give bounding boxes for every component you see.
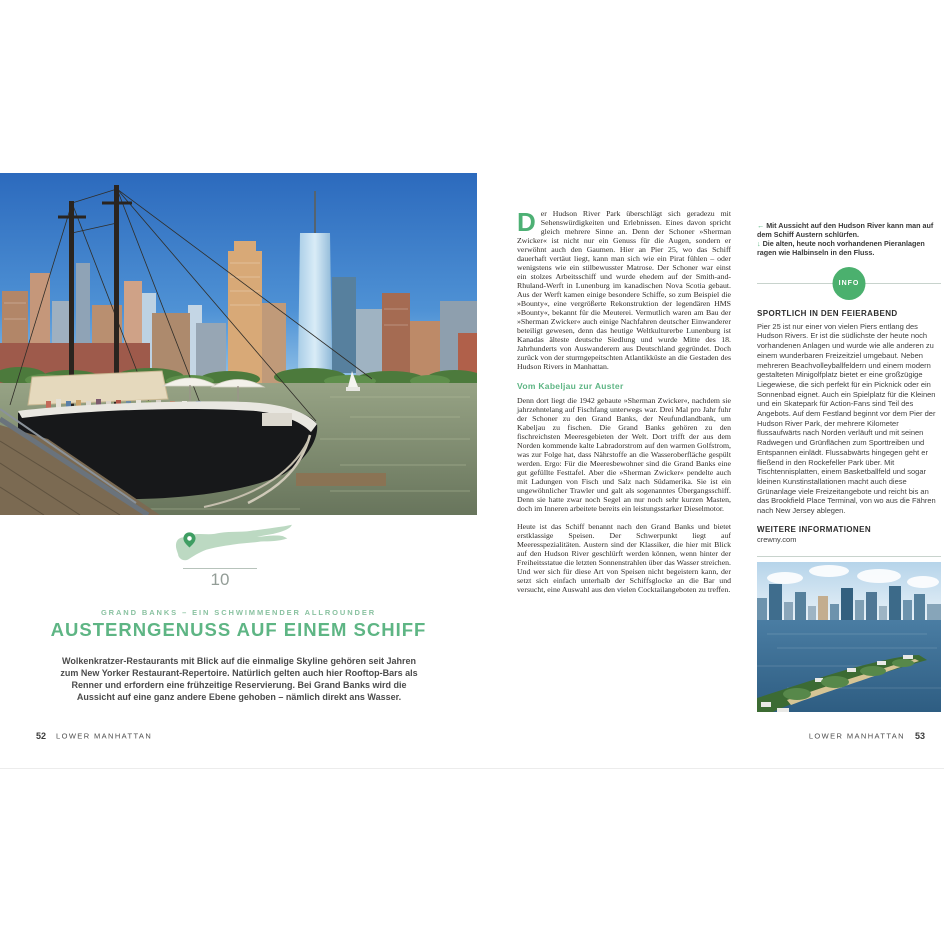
section-label-right: LOWER MANHATTAN — [808, 731, 905, 741]
pier-photo-illustration — [757, 562, 941, 712]
article-subheading: Vom Kabeljau zur Auster — [517, 381, 624, 391]
long-island-map-illustration — [150, 524, 320, 568]
sidebar-rule — [757, 556, 941, 557]
pier-photo — [757, 562, 941, 712]
more-info-url: crewny.com — [757, 535, 797, 545]
footer-right — [809, 731, 925, 741]
page-number-right: 53 — [914, 731, 925, 742]
photo-caption-ship: ← Mit Aussicht auf den Hudson River kann man auf dem Schiff Austern schlürfen. — [757, 221, 934, 239]
article-intro: Wolkenkratzer-Restaurants mit Blick auf die einmalige Skyline gehören seit Jahren zum New Yorker Restaurant-Repertoire. Natürlich gelten auch hier Rooftop-Bars als Renner und erfordern eine frühzeitige Reservierung. Bei Grand Banks wird die Aussicht auf eine ganz andere Ebene gehoben – nämlich direkt ans Wasser. — [60, 656, 418, 702]
ship-skyline-illustration — [0, 173, 477, 515]
info-badge: INFO — [833, 267, 866, 300]
arrow-left-icon: ← — [757, 221, 765, 230]
article-paragraph-1: Der Hudson River Park überschlägt sich geradezu mit Sehenswürdigkeiten und Erlebnissen. Eines davon spricht gleich mehrere Sinne an. Denn der Schoner »Sherman Zwicker« ist nicht nur ein Genuss für die Augen, sondern er verwöhnt auch den Gaumen. Hier an Pier 25, wo das Schiff dauerhaft vertäut liegt, kann man sich wie ein Pirat fühlen – oder wenigstens wie ein stilbewusster Matrose. Der Schoner war einst ein stolzes Arbeitsschiff und wurde ehedem auf der Smith-and-Rhuland-Werft in Lunenburg im kanadischen Nova Scotia gebaut. Aus der Werft kamen einige besondere Schiffe, so zum Beispiel die »Bounty«, eine vergrößerte Rekonstruktion der legendären HMS »Bounty«, bekannt für die Meuterei. Vermutlich waren am Bau der »Sherman Zwicker« auch einige Nachfahren deutscher Einwanderer beteiligt gewesen, denn das heutige Weltkulturerbe Lunenburg ist Kanadas älteste deutsche Siedlung und wurde Mitte des 18. Jahrhunderts von Auswanderern aus Deutschland gegründet. Doch zurück von der sturmgepeitschten Atlantikküste an die Gestaden des Hudson Rivers in Manhattan. — [517, 207, 731, 371]
drop-cap: D — [517, 207, 536, 237]
article-paragraph-3: Heute ist das Schiff benannt nach den Grand Banks und bietet erstklassige Speisen. Der Schwerpunkt liegt auf Meeresspezialitäten. Austern sind der Klassiker, die hier mit Blick auf den Hudson River geschlürft werden können, wenn hinter der Freiheitsstatue die letzten Sonnenstrahlen über das Wasser streichen. Und wer sich für diese Art von Speisen nicht begeistern kann, der setzt sich einfach unterhalb der Schiffsglocke an die Bar und versucht, eine Auswahl aus den vielen Cocktailangeboten zu treffen. — [517, 522, 732, 594]
info-divider — [757, 267, 941, 301]
page-bottom-edge — [0, 768, 944, 769]
photo-caption-pier: ↓ Die alten, heute noch vorhandenen Pieranlagen ragen wie Halbinseln in den Fluss. — [757, 239, 925, 257]
map-number-divider — [183, 568, 257, 569]
arrow-down-icon: ↓ — [757, 239, 761, 248]
footer-left — [36, 731, 152, 741]
ship-skyline-photo — [0, 173, 477, 515]
page-number-left: 52 — [36, 731, 47, 742]
article-body-column — [517, 209, 731, 603]
spot-number: 10 — [210, 570, 230, 589]
article-paragraph-2: Denn dort liegt die 1942 gebaute »Sherman Zwicker«, nachdem sie jahrzehntelang auf Fischfang unterwegs war. Drei Mal pro Jahr fuhr der Schoner zu den Grand Banks, der Neufundlandbank, um Kabeljau zu fischen. Die Grand Banks gehören zu den fischreichsten Meeresgebieten der Welt. Dort trifft der aus dem Norden kommende kalte Labradorstrom auf den warmen Golfstrom, was zur Folge hat, dass Nährstoffe an die Wasseroberfläche gespült werden. Ergo: Für die Meeresbewohner sind die Grand Banks eine gut gefüllte Festtafel. Aber die »Sherman Zwicker« pendelte auch mit Ladungen von Fisch und Salz nach Südamerika. Sie ist ein ungewöhnlicher Trawler und galt als sogenanntes Übergangsschiff. Denn sie hatte zwar noch Segel an nur noch sehr kurzen Masten, doch im Inneren arbeitete bereits ein leistungsstarker Dieselmotor. — [517, 396, 731, 513]
article-title: AUSTERNGENUSS AUF EINEM SCHIFF — [50, 619, 427, 640]
info-sidebar — [757, 221, 941, 557]
article-kicker: GRAND BANKS – EIN SCHWIMMENDER ALLROUNDER — [100, 608, 377, 617]
long-island-locator-map — [150, 524, 320, 568]
more-info-heading: WEITERE INFORMATIONEN — [757, 524, 872, 534]
sidebar-body: Pier 25 ist nur einer von vielen Piers entlang des Hudson Rivers. Er ist die südlichste der heute noch vorhandenen Anlagen und wurde wie alle anderen zu einem wunderbaren Freizeitziel umgebaut. Neben mehreren Beachvolleyballfeldern und einem modern gestalteten Minigolfplatz bietet er eine großzügige Liegewiese, die sich perfekt für ein Picknick oder ein Sonnenbad eignet. Auch ein Spielplatz für die Kleinen und ein Skatepark für Action-Fans sind Teil des Angebots. Auf dem Festland beginnt vor dem Pier der Hudson River Park, der mehrere Kilometer flussaufwärts nach Norden verläuft und mit seinen Radwegen und Grünflächen zum Sporttreiben und Entspannen einlädt. Flussabwärts hingegen geht er fließend in den Rockefeller Park über. Mit Tischtennisplatten, einem Basketballfeld und sogar kleinen Kunstinstallationen macht auch diese Grünanlage viele Freizeitangebote und reicht bis an das Brookfield Place Terminal, von wo aus die Fähren nach New Jersey ablegen. — [757, 321, 936, 516]
section-label-left: LOWER MANHATTAN — [56, 731, 153, 741]
sidebar-heading: SPORTLICH IN DEN FEIERABEND — [757, 309, 898, 318]
